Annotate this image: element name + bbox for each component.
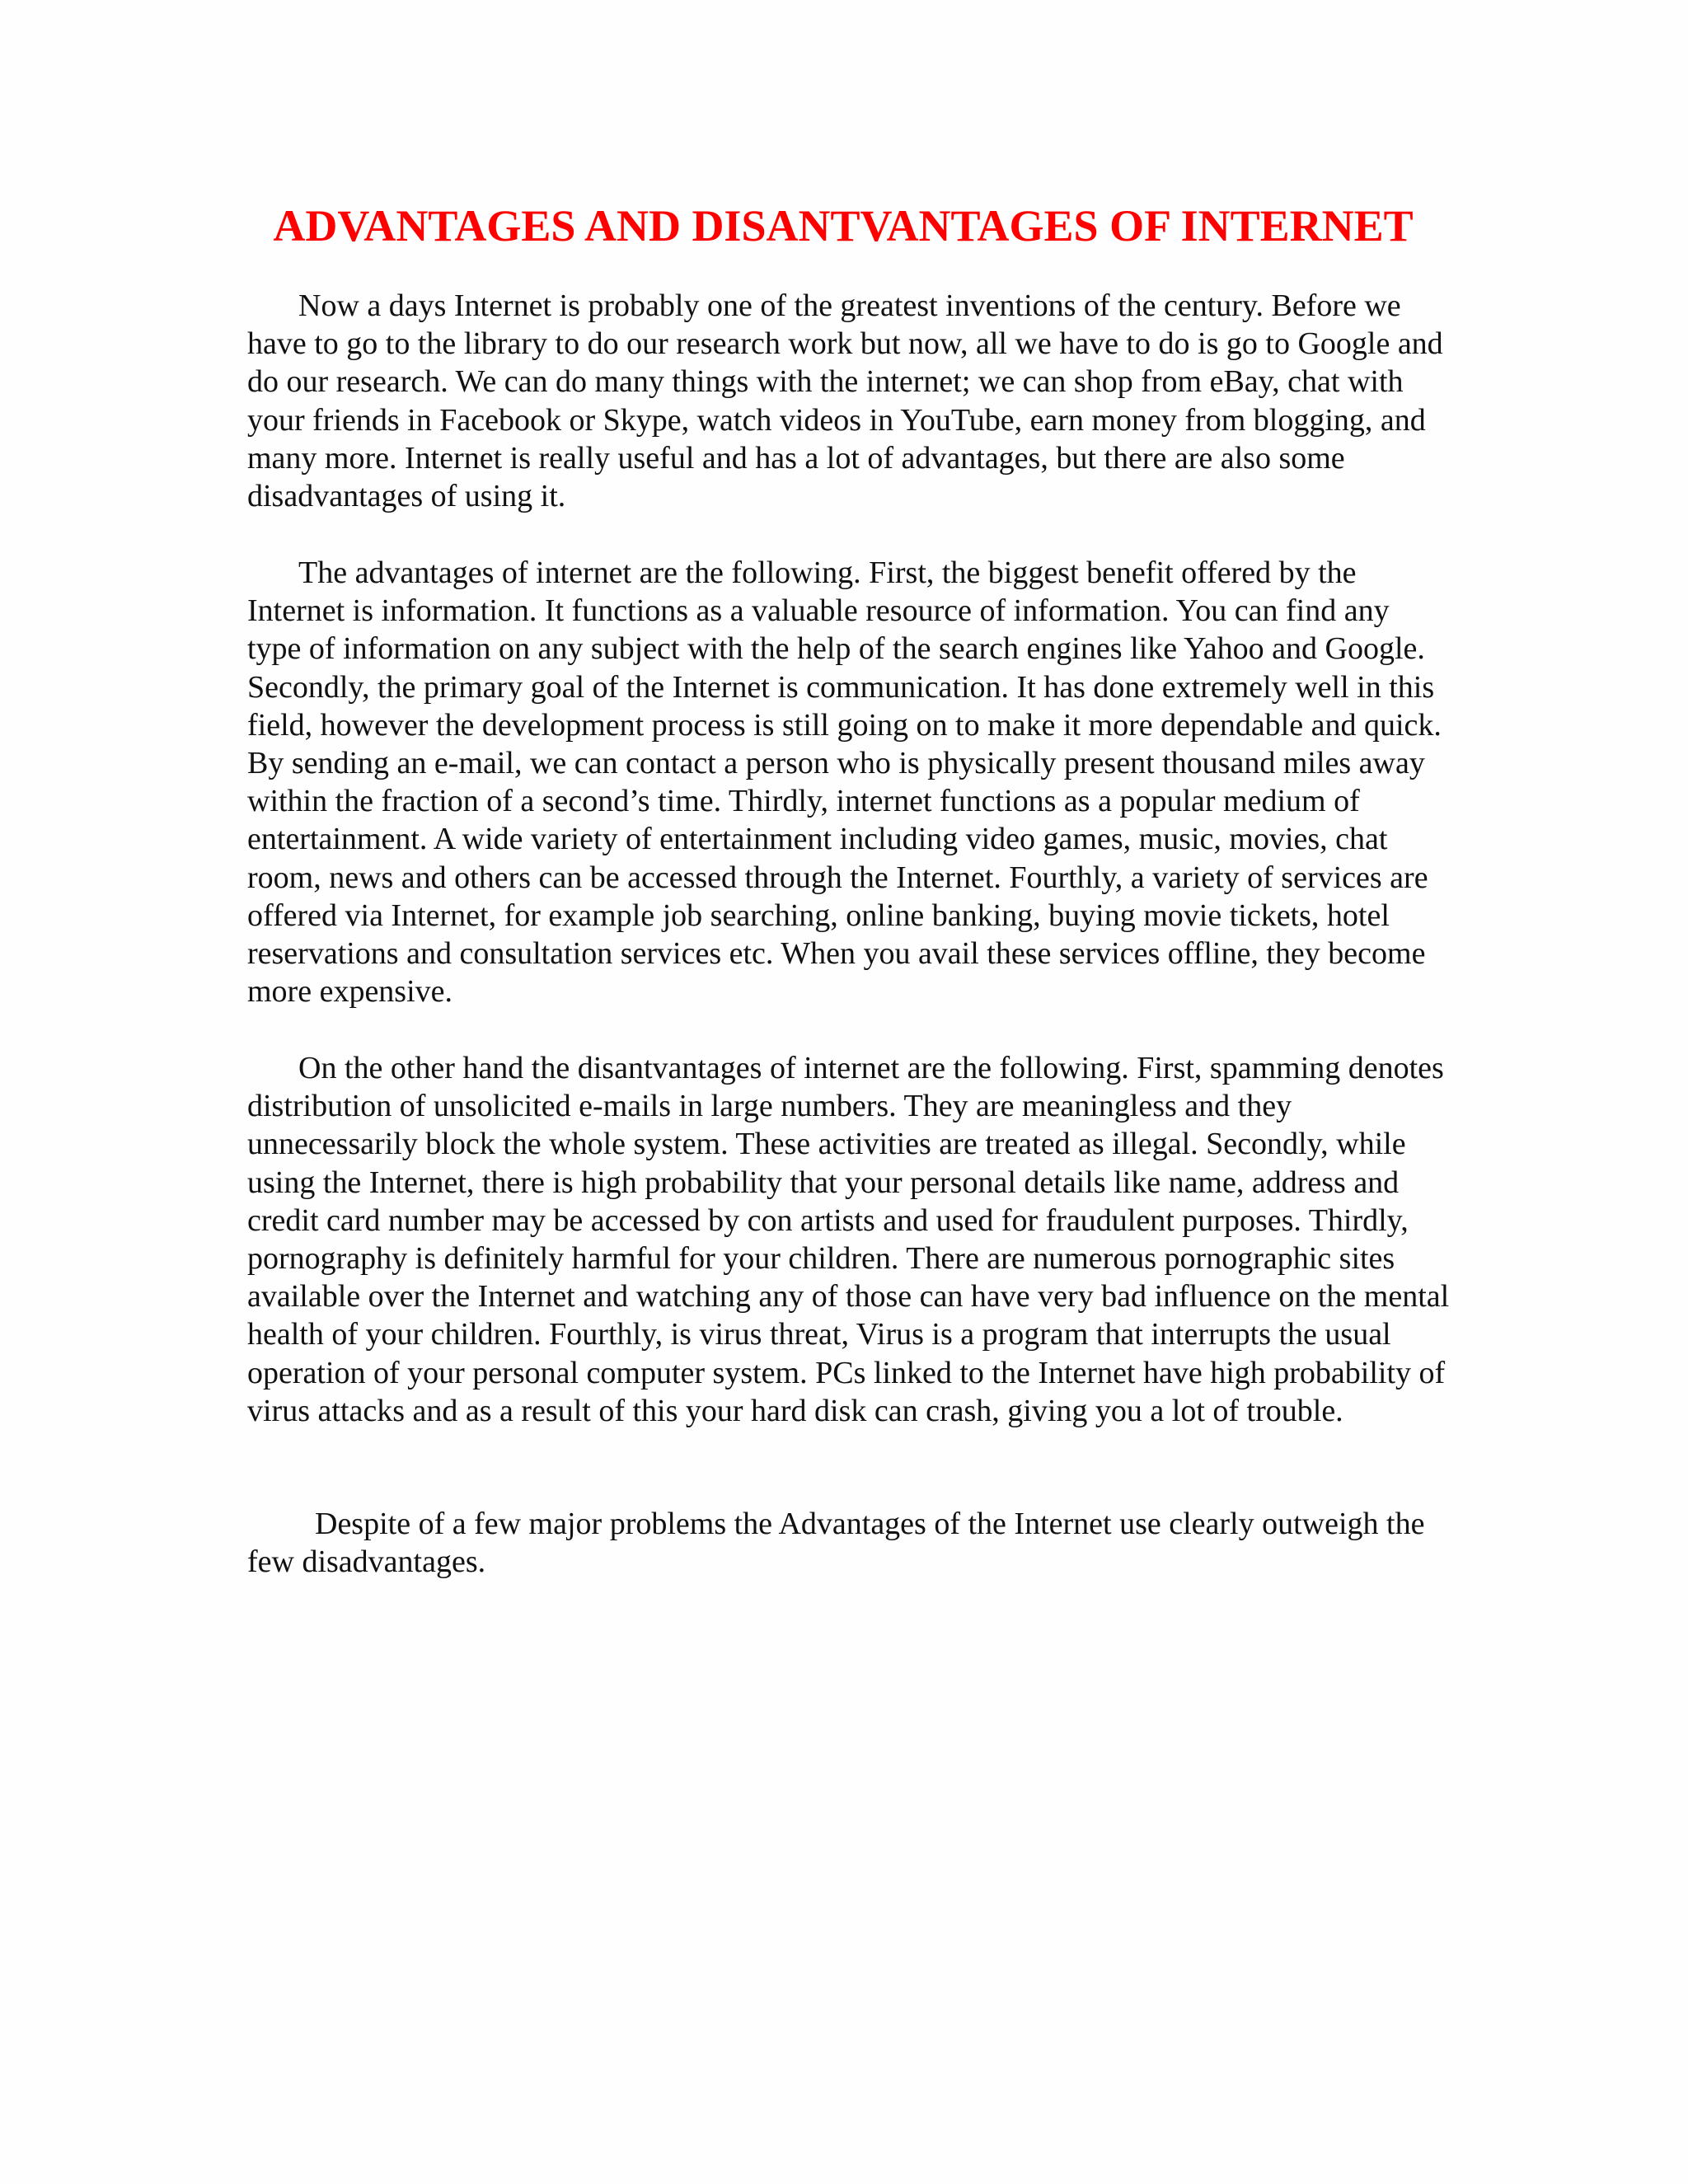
document-title: ADVANTAGES AND DISANTVANTAGES OF INTERNET xyxy=(273,201,1414,251)
paragraph-introduction: Now a days Internet is probably one of the greatest inventions of the century. Before we have to go to the library to do our research work but now, all we have to do is go to Google and do our research. We can do many things with the internet; we can shop from eBay, chat with your friends in Facebook or Skype, watch videos in YouTube, earn money from blogging, and many more. Internet is really useful and has a lot of advantages, but there are also some disadvantages of using it. xyxy=(247,288,1443,514)
paragraph-conclusion: Despite of a few major problems the Advantages of the Internet use clearly outweigh the few disadvantages. xyxy=(247,1507,1425,1580)
paragraph-advantages: The advantages of internet are the following. First, the biggest benefit offered by the Internet is information. It functions as a valuable resource of information. You can find any type of information on any subject with the help of the search engines like Yahoo and Google. Secondly, the primary goal of the Internet is communication. It has done extremely well in this field, however the development process is still going on to make it more dependable and quick. By sending an e-mail, we can contact a person who is physically present thousand miles away within the fraction of a second’s time. Thirdly, internet functions as a popular medium of entertainment. A wide variety of entertainment including video games, music, movies, chat room, news and others can be accessed through the Internet. Fourthly, a variety of services are offered via Internet, for example job searching, online banking, buying movie tickets, hotel reservations and consultation services etc. When you avail these services offline, they become more expensive. xyxy=(247,555,1442,1010)
paragraph-disadvantages: On the other hand the disantvantages of internet are the following. First, spamming denotes distribution of unsolicited e-mails in large numbers. They are meaningless and they unnecessarily block the whole system. These activities are treated as illegal. Secondly, while using the Internet, there is high probability that your personal details like name, address and credit card number may be accessed by con artists and used for fraudulent purposes. Thirdly, pornography is definitely harmful for your children. There are numerous pornographic sites available over the Internet and watching any of those can have very bad influence on the mental health of your children. Fourthly, is virus threat, Virus is a program that interrupts the usual operation of your personal computer system. PCs linked to the Internet have high probability of virus attacks and as a result of this your hard disk can crash, giving you a lot of trouble. xyxy=(247,1051,1450,1428)
